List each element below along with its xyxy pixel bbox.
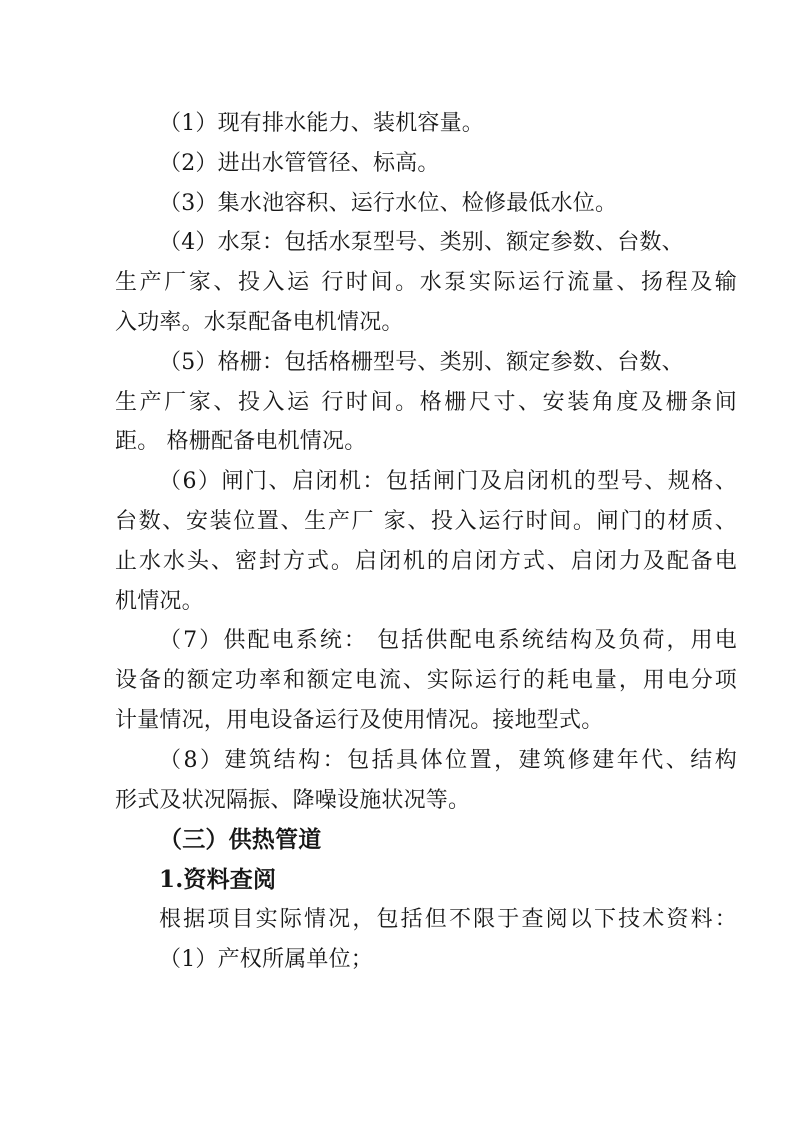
heading-section: [115, 820, 737, 860]
text-line: 入功率。水泵配备电机情况。: [115, 309, 404, 335]
text-line: 台数、安装位置、生产厂 家、投入运行时间。闸门的材质、: [115, 508, 737, 534]
paragraph: [115, 741, 737, 821]
text-line: 距。 格栅配备电机情况。: [115, 429, 367, 455]
text-line: （3）集水池容积、运行水位、检修最低水位。: [159, 190, 618, 216]
heading-sub: [115, 860, 737, 900]
text-line: （三）供热管道: [159, 826, 322, 854]
document-content: [115, 104, 737, 980]
text-line: （4）水泵：包括水泵型号、类别、额定参数、台数、: [159, 230, 684, 256]
text-line: （1）产权所属单位；: [159, 946, 373, 972]
paragraph: [115, 940, 737, 980]
text-line: 计量情况，用电设备运行及使用情况。接地型式。: [115, 707, 604, 733]
text-line: 止水水头、密封方式。启闭机的启闭方式、启闭力及配备电: [115, 548, 737, 574]
paragraph: [115, 621, 737, 740]
text-line: 生产厂家、投入运 行时间。格栅尺寸、安装角度及栅条间: [115, 389, 737, 415]
text-line: （6）闸门、启闭机：包括闸门及启闭机的型号、规格、: [159, 469, 737, 495]
text-line: （7）供配电系统： 包括供配电系统结构及负荷，用电: [159, 628, 737, 654]
text-line: （2）进出水管管径、标高。: [159, 150, 440, 176]
paragraph: [115, 104, 737, 144]
text-line: 根据项目实际情况，包括但不限于查阅以下技术资料：: [159, 906, 737, 932]
text-line: 机情况。: [115, 588, 204, 614]
text-line: 生产厂家、投入运 行时间。水泵实际运行流量、扬程及输: [115, 270, 737, 296]
paragraph: [115, 462, 737, 621]
text-line: （8）建筑结构：包括具体位置，建筑修建年代、结构: [159, 747, 737, 773]
paragraph: [115, 184, 737, 224]
text-line: （5）格栅：包括格栅型号、类别、额定参数、台数、: [159, 349, 684, 375]
text-line: （1）现有排水能力、装机容量。: [159, 111, 484, 136]
text-line: 1.资料查阅: [159, 866, 277, 894]
paragraph: [115, 223, 737, 342]
text-line: 形式及状况隔振、降噪设施状况等。: [115, 787, 471, 813]
paragraph: [115, 343, 737, 462]
paragraph: [115, 144, 737, 184]
text-line: 设备的额定功率和额定电流、实际运行的耗电量，用电分项: [115, 668, 737, 694]
paragraph: [115, 900, 737, 940]
